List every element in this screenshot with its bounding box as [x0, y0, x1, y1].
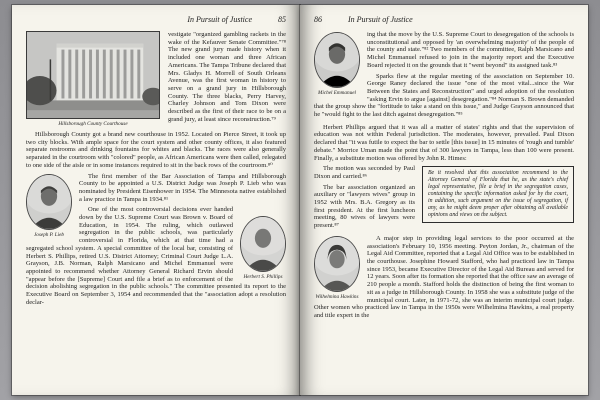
paragraph-desegregation: ing that the move by the U.S. Supreme Court to desegregation of the schools is unconstitutional and opposed by 'an overwhelming majority' of the people of the county and state."⁸² Two members of the committee, Ralph Marsicano and Michel Emmanuel refused to join in the majority report and the Executive Board rejected it on the grounds that it "went beyond" its assigned task.⁸³ [367, 31, 574, 69]
emmanuel-section [314, 31, 574, 122]
page-85-header [26, 15, 286, 24]
left-lower-section [26, 173, 286, 310]
page-85 [12, 5, 300, 395]
paragraph-brown-v-board: One of the most controversial decisions ever handed down by the U.S. Supreme Court was Brown v. Board of Education, in 1954. The ruling, which outlawed segregation in the public schools, was particularly controversial in Florida, which at that time had a segregated school system. A special committee of the local bar, consisting of Herbert S. Phillips, retired U.S. District Attorney; Criminal Court Judge L.A. Grayson, J.B. Norman, Ralph Marsicano and Michel Emmanuel were appointed to recommend whether Attorney General Richard Ervin should "appear before the [Supreme] Court and file a brief as to enforcement of the decision abolishing segregation in the public schools." The committee presented its report to the Executive Board on September 3, 1954 and recommended that the "association adopt a resolution declar- [26, 206, 286, 306]
emmanuel-caption: Michel Emmanuel [318, 90, 356, 96]
resolution-section [314, 165, 574, 233]
paragraph-sparks: Sparks flew at the regular meeting of the association on September 10. George Raney declared the issue "one of the most vital...since the War Between the States and Reconstruction" and urged adoption of the resolution "asking Ervin to argue [against] desegregation."⁸⁴ Norman S. Brown demanded that the group show the "fortitude to take a stand on this issue," and Judge Grayson announced that he "would fight to the last ditch against desegregation."⁸⁵ [314, 72, 574, 119]
hawkins-caption: Wilhelmina Hawkins [315, 293, 359, 300]
resolution-quote-box [422, 166, 574, 222]
emmanuel-portrait-figure [314, 32, 360, 96]
page-86 [300, 5, 588, 395]
running-title-left: In Pursuit of Justice [187, 15, 252, 24]
lieb-portrait-art [27, 175, 71, 229]
paragraph-phillips-argued: Herbert Phillips argued that it was all a matter of states' rights and that the supervision of education was not within Federal jurisdiction. The moderates, however, prevailed. Paul Dixon declared that "it was futile to expect the bar to settle [this issue] in 15 minutes of 'rough and tumble' debate." Morrice Uman made the point that of 300 lawyers in Tampa, less than 100 were present. Finally, a substitute motion was offered by John R. Himes: [314, 123, 574, 162]
paragraph-motion-carried: The motion was seconded by Paul Dixon and carried.⁸⁶ [314, 165, 415, 180]
courthouse-photo [26, 31, 160, 119]
running-title-right: In Pursuit of Justice [348, 15, 413, 24]
hawkins-portrait-art [315, 237, 359, 291]
lieb-portrait [26, 174, 72, 230]
courthouse-photo-section [26, 31, 286, 127]
resolution-quote-text: Be it resolved that this association recommend to the Attorney General of Florida that he, as the state's chief legal representative, file a brief in the segregation cases, containing the specific information asked for by the court, in addition, such argument on the issue of segregation, if any, as he might deem proper after obtaining all available opinions and views on the subject. [428, 170, 568, 218]
emmanuel-portrait-art [315, 33, 359, 87]
hawkins-portrait [314, 236, 360, 292]
courthouse-photo-art [27, 32, 159, 118]
paragraph-legal-aid: A major step in providing legal services to the poor occurred at the association's February 10, 1956 meeting. Peyton Jordan, Jr., chairman of the Legal Aid Committee, reported that a Legal Aid Office was to be established in the courthouse. Josephine Howard Stafford, who had practiced law in Tampa since 1953, became Executive Director of the Legal Aid Bureau and served for 12 years. Soon after its formation she reported that the office saw an average of 210 people a month. Stafford holds the distinction of being the first woman to sit as a judge in Hillsborough County. In 1958 she was a substitute judge of the municipal court. Later, in 1971-72, she was an interim municipal court judge. Other women who practiced law in Tampa in the 1950s were Wilhelmina Hawkins, a real property and title expert in the [314, 234, 574, 319]
lieb-portrait-figure [26, 174, 72, 238]
paragraph-courthouse: Hillsborough County got a brand new courthouse in 1952. Located on Pierce Street, it took up two city blocks. With ample space for the court system and other county offices, it also featured separate restrooms and drinking fountains for whites and blacks. The races were also generally separated in the courtroom with "colored" people, as African Americans were then called, relegated to one side of the aisle or in some instances required to sit in the back rows of the courtroom.⁸⁰ [26, 131, 286, 169]
paragraph-auxiliary: The bar association organized an auxiliary or "lawyers wives" group in 1952 with Mrs. B.A. Gregory as its first president. At the first luncheon meeting, 80 wives of lawyers were present.⁸⁷ [314, 183, 415, 230]
hawkins-portrait-figure [314, 236, 360, 300]
courthouse-photo-figure [26, 31, 160, 127]
page-number-86: 86 [314, 15, 322, 24]
phillips-portrait [240, 216, 286, 272]
phillips-portrait-figure [240, 216, 286, 280]
paragraph-lieb: The first member of the Bar Association of Tampa and Hillsborough County to be appointed a U.S. District Judge was Joseph P. Lieb who was nominated by President Eisenhower in 1954. The Minnesota native established a law practice in Tampa in 1934.⁸¹ [79, 172, 286, 203]
phillips-caption: Herbert S. Phillips [243, 274, 283, 281]
paragraph-grand-jury: vestigate "organized gambling rackets in the wake of the Kefauver Senate Committee."⁷⁸ The new grand jury made history when it included one woman and three African Americans. The Tampa Tribune declared that Mrs. Gladys H. Morrell of South Orleans Avenue, was the first woman in history to serve on a grand jury in Hillsborough County. The three blacks, Perry Harvey, Charley Johnson and Tom Dixon were described as the first of their race to be on a grand jury, at least since reconstruction.⁷⁹ [168, 31, 286, 123]
lieb-caption: Joseph P. Lieb [33, 231, 65, 238]
page-86-header [314, 15, 574, 24]
page-number-85: 85 [278, 15, 286, 24]
emmanuel-portrait [314, 32, 360, 88]
phillips-portrait-art [241, 217, 285, 271]
legal-aid-section [314, 235, 574, 323]
courthouse-photo-caption: Hillsborough County Courthouse [58, 121, 128, 127]
